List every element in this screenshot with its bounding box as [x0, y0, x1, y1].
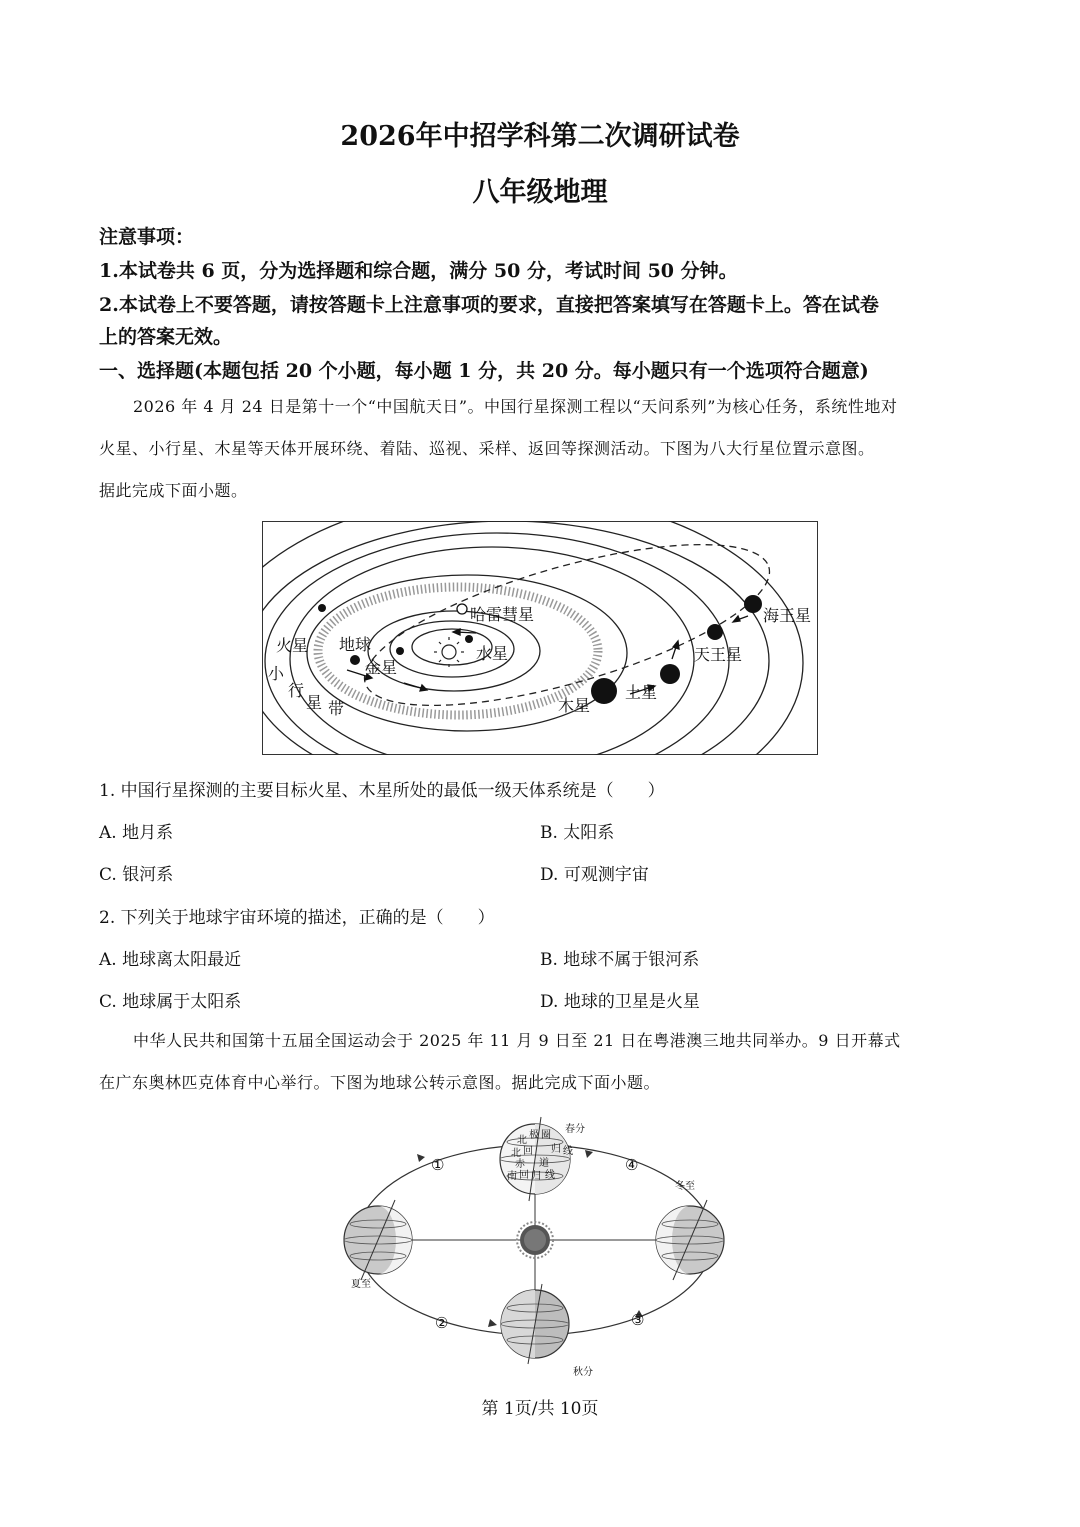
mercury-dot	[465, 635, 473, 643]
uranus-dot	[707, 624, 723, 640]
notice-item-2-line-2: 上的答案无效。	[99, 326, 233, 348]
svg-text:南: 南	[507, 1171, 517, 1182]
svg-text:北: 北	[511, 1148, 521, 1159]
svg-text:赤: 赤	[515, 1159, 525, 1170]
question-1-option-d[interactable]: D. 可观测宇宙	[540, 865, 649, 885]
neptune-dot	[744, 595, 762, 613]
label-autumn: 秋分	[573, 1367, 593, 1378]
svg-text:北: 北	[517, 1135, 527, 1146]
earth-spring	[500, 1117, 573, 1201]
earth-winter	[656, 1200, 724, 1280]
label-belt-2: 行	[288, 681, 305, 700]
label-mercury: 水星	[476, 644, 509, 663]
passage-1-line-3: 据此完成下面小题。	[99, 481, 248, 500]
notice-item-2-line-1: 2.本试卷上不要答题，请按答题卡上注意事项的要求，直接把答案填写在答题卡上。答在试卷	[99, 294, 879, 316]
passage-2-line-1: 中华人民共和国第十五届全国运动会于 2025 年 11 月 9 日至 21 日在粤港澳三地共同举办。9 日开幕式	[133, 1031, 901, 1050]
label-venus: 金星	[365, 658, 398, 677]
exam-title: 2026年中招学科第二次调研试卷	[340, 121, 740, 152]
passage-2-line-2: 在广东奥林匹克体育中心举行。下图为地球公转示意图。据此完成下面小题。	[99, 1073, 661, 1092]
svg-text:回: 回	[523, 1146, 533, 1157]
label-jupiter: 木星	[558, 696, 591, 715]
solar-system-diagram	[262, 521, 818, 755]
question-2-option-a[interactable]: A. 地球离太阳最近	[99, 950, 242, 970]
question-2-stem: 2. 下列关于地球宇宙环境的描述，正确的是（ ）	[99, 908, 495, 928]
orbit-arrow-icon	[417, 1154, 425, 1162]
question-2-option-b[interactable]: B. 地球不属于银河系	[540, 950, 700, 970]
earth-dot	[350, 655, 360, 665]
label-num-2: ②	[435, 1314, 449, 1332]
mars-dot	[318, 604, 326, 612]
label-belt-1: 小	[268, 664, 285, 683]
orbit-arrow-icon	[585, 1150, 593, 1158]
svg-text:回: 回	[519, 1170, 529, 1181]
label-belt-3: 星	[306, 693, 323, 712]
svg-text:线: 线	[563, 1146, 573, 1157]
question-2-option-c[interactable]: C. 地球属于太阳系	[99, 992, 242, 1012]
page-number: 第 1页/共 10页	[481, 1399, 599, 1419]
passage-1-line-2: 火星、小行星、木星等天体开展环绕、着陆、巡视、采样、返回等探测活动。下图为八大行星位置示意图。	[99, 439, 875, 458]
svg-text:线: 线	[545, 1170, 555, 1181]
label-summer: 夏至	[351, 1279, 371, 1290]
notice-item-1: 1.本试卷共 6 页，分为选择题和综合题，满分 50 分，考试时间 50 分钟。	[99, 260, 738, 282]
label-winter: 冬至	[675, 1181, 695, 1192]
question-2-option-d[interactable]: D. 地球的卫星是火星	[540, 992, 700, 1012]
earth-summer	[344, 1200, 412, 1280]
earth-autumn	[501, 1284, 569, 1364]
halley-comet-dot	[457, 604, 467, 614]
earth-revolution-diagram	[335, 1112, 745, 1387]
label-halley: 哈雷彗星	[470, 605, 535, 624]
label-belt-4: 带	[328, 699, 345, 718]
question-1-option-b[interactable]: B. 太阳系	[540, 823, 615, 843]
label-spring: 春分	[565, 1124, 585, 1135]
venus-dot	[396, 647, 404, 655]
label-saturn: 土星	[625, 683, 658, 702]
label-num-3: ③	[631, 1311, 645, 1329]
question-1-option-a[interactable]: A. 地月系	[99, 823, 174, 843]
saturn-dot	[660, 664, 680, 684]
svg-text:归: 归	[551, 1144, 561, 1155]
sun-icon	[517, 1222, 553, 1258]
svg-text:圈: 圈	[541, 1130, 551, 1141]
passage-1-line-1: 2026 年 4 月 24 日是第十一个“中国航天日”。中国行星探测工程以“天问系列”为核心任务，系统性地对	[133, 397, 898, 416]
label-num-4: ④	[625, 1156, 639, 1174]
label-earth: 地球	[339, 635, 372, 654]
notice-heading: 注意事项：	[99, 226, 195, 248]
svg-text:极: 极	[529, 1130, 539, 1141]
question-1-option-c[interactable]: C. 银河系	[99, 865, 174, 885]
label-uranus: 天王星	[694, 645, 743, 664]
exam-subtitle: 八年级地理	[472, 177, 608, 208]
label-num-1: ①	[431, 1156, 445, 1174]
label-neptune: 海王星	[763, 606, 812, 625]
jupiter-dot	[591, 678, 617, 704]
label-mars: 火星	[276, 636, 309, 655]
orbit-arrow-icon	[488, 1319, 497, 1327]
question-1-stem: 1. 中国行星探测的主要目标火星、木星所处的最低一级天体系统是（ ）	[99, 781, 665, 801]
section-1-heading: 一、选择题(本题包括 20 个小题，每小题 1 分，共 20 分。每小题只有一个选项符合题意)	[99, 360, 869, 382]
svg-text:归: 归	[531, 1171, 541, 1182]
svg-text:道: 道	[539, 1158, 549, 1169]
